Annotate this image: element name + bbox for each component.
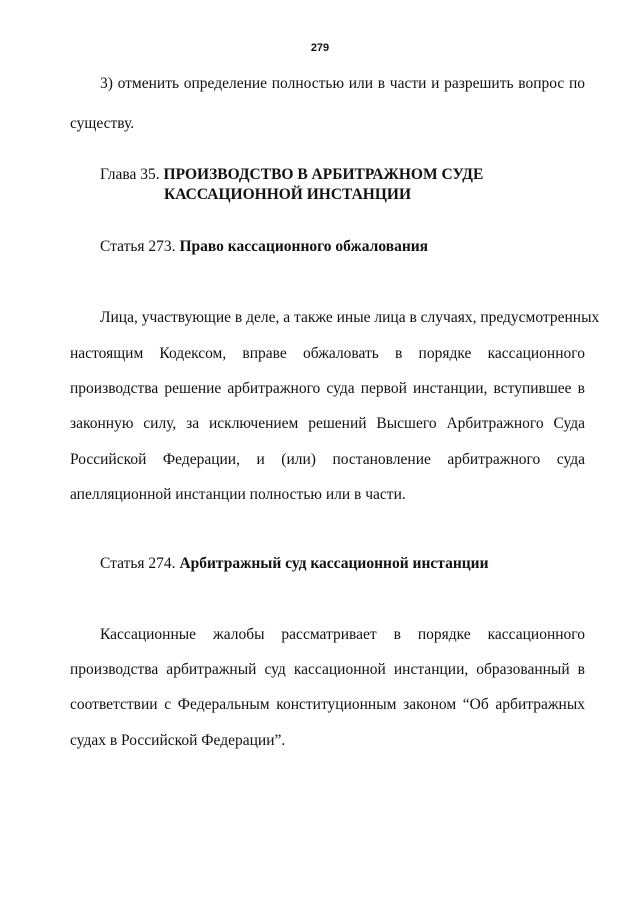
item3-line-2: существу. <box>70 115 135 132</box>
article-273-line-1: Лица, участвующие в деле, а также иные лица в случаях, предусмотренных <box>100 309 600 326</box>
article-274-line-1: Кассационные жалобы рассматривает в порядке кассационного <box>100 626 585 643</box>
item3-line-1: 3) отменить определение полностью или в части и разрешить вопрос по <box>100 75 585 92</box>
article-273-line-4: законную силу, за исключением решений Высшего Арбитражного Суда <box>70 415 585 432</box>
article-274-heading <box>100 554 489 574</box>
chapter-label: Глава 35. <box>100 166 160 183</box>
article-274-line-3: соответствии с Федеральным конституционным законом “Об арбитражных <box>70 696 585 713</box>
chapter-heading <box>100 165 483 185</box>
chapter-title-line-1: ПРОИЗВОДСТВО В АРБИТРАЖНОМ СУДЕ <box>163 166 484 183</box>
article-274-line-4: судах в Российской Федерации”. <box>70 732 286 749</box>
article-273-heading <box>100 237 428 257</box>
article-273-line-5: Российской Федерации, и (или) постановление арбитражного суда <box>70 451 585 468</box>
article-273-line-6: апелляционной инстанции полностью или в части. <box>70 486 406 503</box>
article-273-label: Статья 273. <box>100 238 176 255</box>
article-273-line-2: настоящим Кодексом, вправе обжаловать в порядке кассационного <box>70 345 585 362</box>
article-274-title: Арбитражный суд кассационной инстанции <box>179 555 489 572</box>
chapter-title-line-2: КАССАЦИОННОЙ ИНСТАНЦИИ <box>164 186 412 203</box>
page-number: 279 <box>310 42 330 54</box>
article-273-line-3: производства решение арбитражного суда первой инстанции, вступившее в <box>70 380 585 397</box>
article-274-line-2: производства арбитражный суд кассационной инстанции, образованный в <box>70 661 585 678</box>
article-273-title: Право кассационного обжалования <box>179 238 429 255</box>
article-274-label: Статья 274. <box>100 555 176 572</box>
